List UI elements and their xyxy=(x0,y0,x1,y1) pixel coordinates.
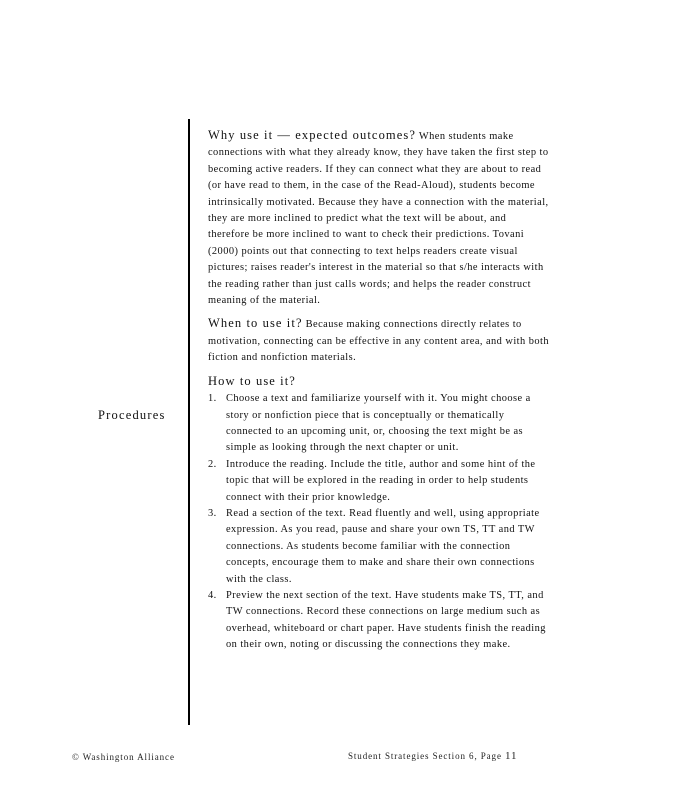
why-heading: Why use it — expected outcomes? xyxy=(208,128,417,142)
list-item xyxy=(208,391,550,457)
when-text: Because making connections directly relates to motivation, connecting can be effective in any content area, and with both fiction and nonfiction materials. xyxy=(208,319,549,364)
section-label: Procedures xyxy=(98,408,166,422)
why-text: When students make connections with what they already know, they have taken the first step to becoming active readers. If they can connect what they are about to read (or have read to them, in the case of the Read-Aloud), students become intrinsically motivated. Because they have a connection with the material, they are more inclined to predict what the text will be about, and therefore be more inclined to want to check their predictions. Tovani (2000) points out that connecting to text helps readers create visual pictures; raises reader's interest in the material so that s/he interacts with the reading rather than just calls words; and helps the reader construct meaning of the material. xyxy=(208,131,549,307)
step-number: 4. xyxy=(208,589,217,601)
page-number: 11 xyxy=(505,750,518,762)
footer-copyright: © Washington Alliance xyxy=(72,752,175,762)
vertical-rule xyxy=(188,119,190,725)
step-text: Read a section of the text. Read fluently and well, using appropriate expression. As you read, pause and share your own TS, TT and TW connections. As students become familiar with the connection concepts, encourage them to make and share their own connections with the class. xyxy=(226,507,540,585)
how-heading: How to use it? xyxy=(208,373,296,388)
when-heading: When to use it? xyxy=(208,316,303,331)
why-paragraph xyxy=(208,127,550,309)
step-number: 2. xyxy=(208,458,217,470)
when-paragraph xyxy=(208,315,550,366)
step-text: Preview the next section of the text. Have students make TS, TT, and TW connections. Record these connections on large medium such as overhead, whiteboard or chart paper. Have students finish the reading on their own, noting or discussing the connections they make. xyxy=(226,589,546,651)
step-text: Choose a text and familiarize yourself with it. You might choose a story or nonfiction piece that is conceptually or thematically connected to an upcoming unit, or, choosing the text might be as simple as looking through the next chapter or unit. xyxy=(226,393,531,454)
step-number: 1. xyxy=(208,393,217,405)
steps-list xyxy=(208,391,550,654)
list-item xyxy=(208,457,550,506)
footer-page-prefix: Page xyxy=(480,751,502,761)
footer-section-title: Student Strategies Section 6 xyxy=(348,751,475,761)
list-item xyxy=(208,588,550,654)
footer-section: Student Strategies Section 6, Page 11 xyxy=(348,750,518,762)
step-number: 3. xyxy=(208,507,217,519)
step-text: Introduce the reading. Include the title, author and some hint of the topic that will be explored in the reading in order to help students connect with their prior knowledge. xyxy=(226,458,536,503)
main-content xyxy=(208,127,550,654)
list-item xyxy=(208,506,550,588)
